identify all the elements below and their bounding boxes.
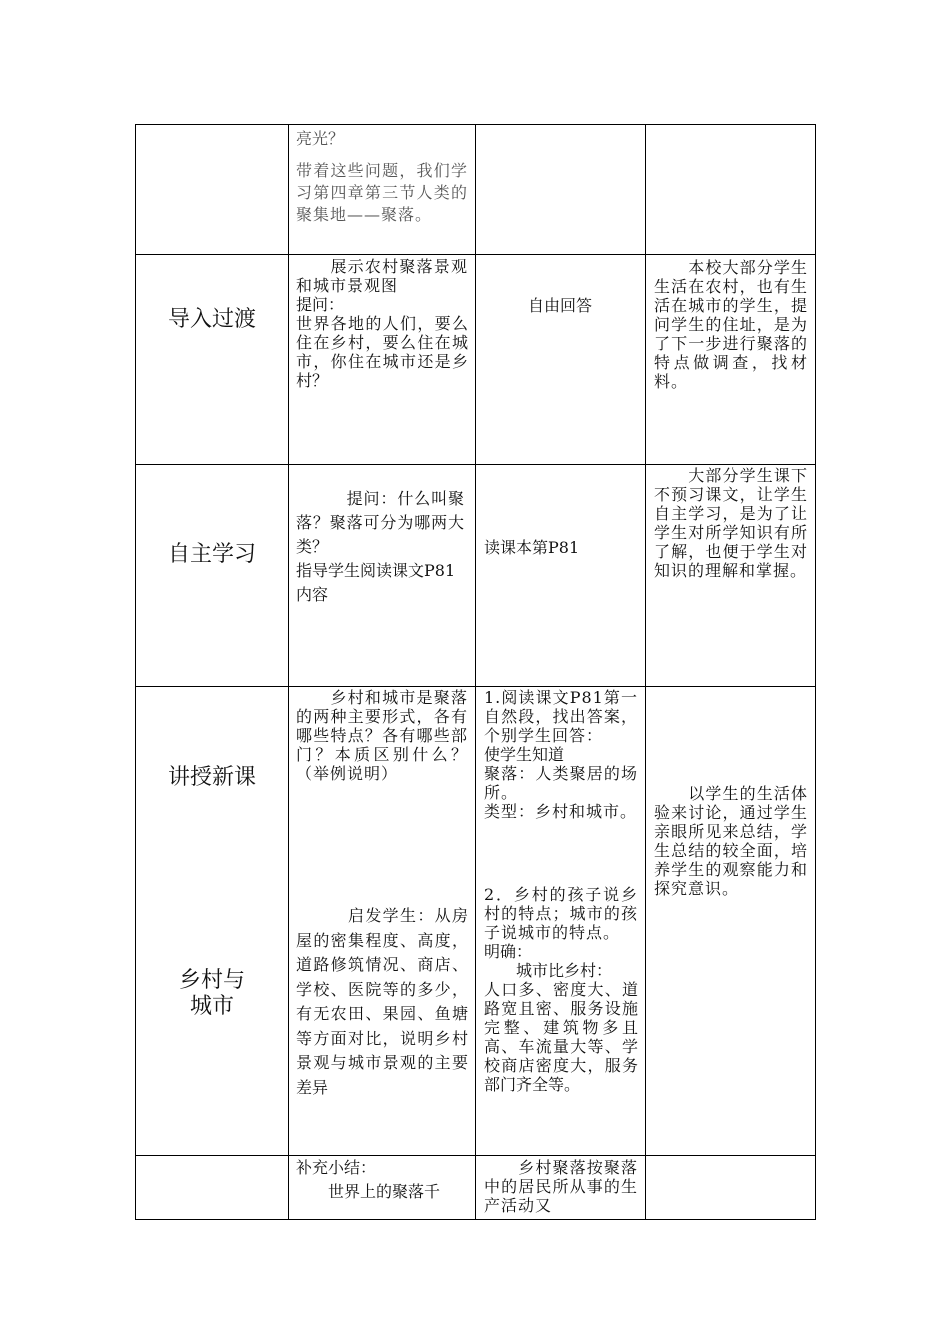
student-text: 明确： (484, 942, 533, 961)
table-border-bottom (135, 1219, 816, 1220)
student-text-summary: 乡村聚落按聚落中的居民所从事的生产活动又 (484, 1158, 638, 1215)
subphase-label-line1: 乡村与 (178, 968, 245, 993)
intent-text-intro: 本校大部分学生生活在农村，也有生活在城市的学生，提问学生的住址，是为了下一步进行聚落的特点做调查，找材料。 (654, 258, 808, 391)
table-border-top (135, 124, 816, 125)
teacher-text-continued: 亮光？ (296, 129, 345, 148)
student-text: 聚落：人类聚居的场所。 (484, 764, 638, 802)
table-col-divider-3 (645, 124, 646, 1220)
teacher-text-new-2: 启发学生：从房屋的密集程度、高度，道路修筑情况、商店、学校、医院等的多少，有无农田、果园、鱼塘等方面对比，说明乡村景观与城市景观的主要差异 (296, 906, 468, 1097)
student-text: 使学生知道 (484, 745, 565, 764)
teacher-cell-intro (296, 257, 468, 390)
table-col-divider-2 (475, 124, 476, 1220)
student-cell-new-1 (484, 688, 638, 821)
phase-label-new-lesson: 讲授新课 (167, 765, 256, 790)
student-text: 人口多、密度大、道路宽且密、服务设施完整、建筑物多且高、车流量大等、学校商店密度大，服务部门齐全等。 (484, 980, 638, 1094)
student-text-self-study: 读课本第P81 (484, 538, 580, 557)
table-row-divider-4 (135, 1155, 816, 1156)
student-text: 类型：乡村和城市。 (484, 802, 638, 821)
teacher-text: 世界各地的人们，要么住在乡村，要么住在城市，你住在城市还是乡村？ (296, 314, 468, 390)
student-text-intro: 自由回答 (527, 296, 592, 315)
teacher-text: 提问：什么叫聚落？聚落可分为哪两大类？ (296, 489, 464, 556)
phase-label-self-study: 自主学习 (167, 542, 256, 567)
subphase-label-line2: 城市 (189, 994, 234, 1019)
intent-text-self-study: 大部分学生课下不预习课文，让学生自主学习，是为了让学生对所学知识有所了解，也便于学生对知识的理解和掌握。 (654, 466, 808, 580)
phase-label-intro: 导入过渡 (167, 307, 256, 332)
teacher-cell-self-study (296, 487, 468, 607)
student-text: 2．乡村的孩子说乡村的特点；城市的孩子说城市的特点。 (484, 885, 638, 942)
table-border-left (135, 124, 136, 1220)
teacher-text-summary-label: 补充小结： (296, 1158, 377, 1177)
teacher-text-intro-question: 带着这些问题，我们学习第四章第三节人类的聚集地——聚落。 (296, 161, 468, 224)
table-col-divider-1 (288, 124, 289, 1220)
table-row-divider-2 (135, 464, 816, 465)
table-row-divider-3 (135, 686, 816, 687)
teacher-text: 提问： (296, 295, 345, 314)
teacher-text: 展示农村聚落景观和城市景观图 (296, 257, 468, 295)
intent-text-new-lesson: 以学生的生活体验来讨论，通过学生亲眼所见来总结，学生总结的较全面，培养学生的观察能力和探究意识。 (654, 784, 808, 898)
teacher-text-new-1: 乡村和城市是聚落的两种主要形式，各有哪些特点？各有哪些部门？本质区别什么？（举例说明） (296, 688, 468, 783)
table-row-divider-1 (135, 254, 816, 255)
teacher-text-summary: 世界上的聚落千 (296, 1182, 441, 1201)
table-border-right (815, 124, 816, 1220)
teacher-text: 指导学生阅读课文P81内容 (296, 561, 456, 604)
student-cell-new-2 (484, 885, 638, 1094)
student-text: 1.阅读课文P81第一自然段，找出答案，个别学生回答： (484, 688, 638, 745)
student-text: 城市比乡村： (484, 961, 613, 980)
